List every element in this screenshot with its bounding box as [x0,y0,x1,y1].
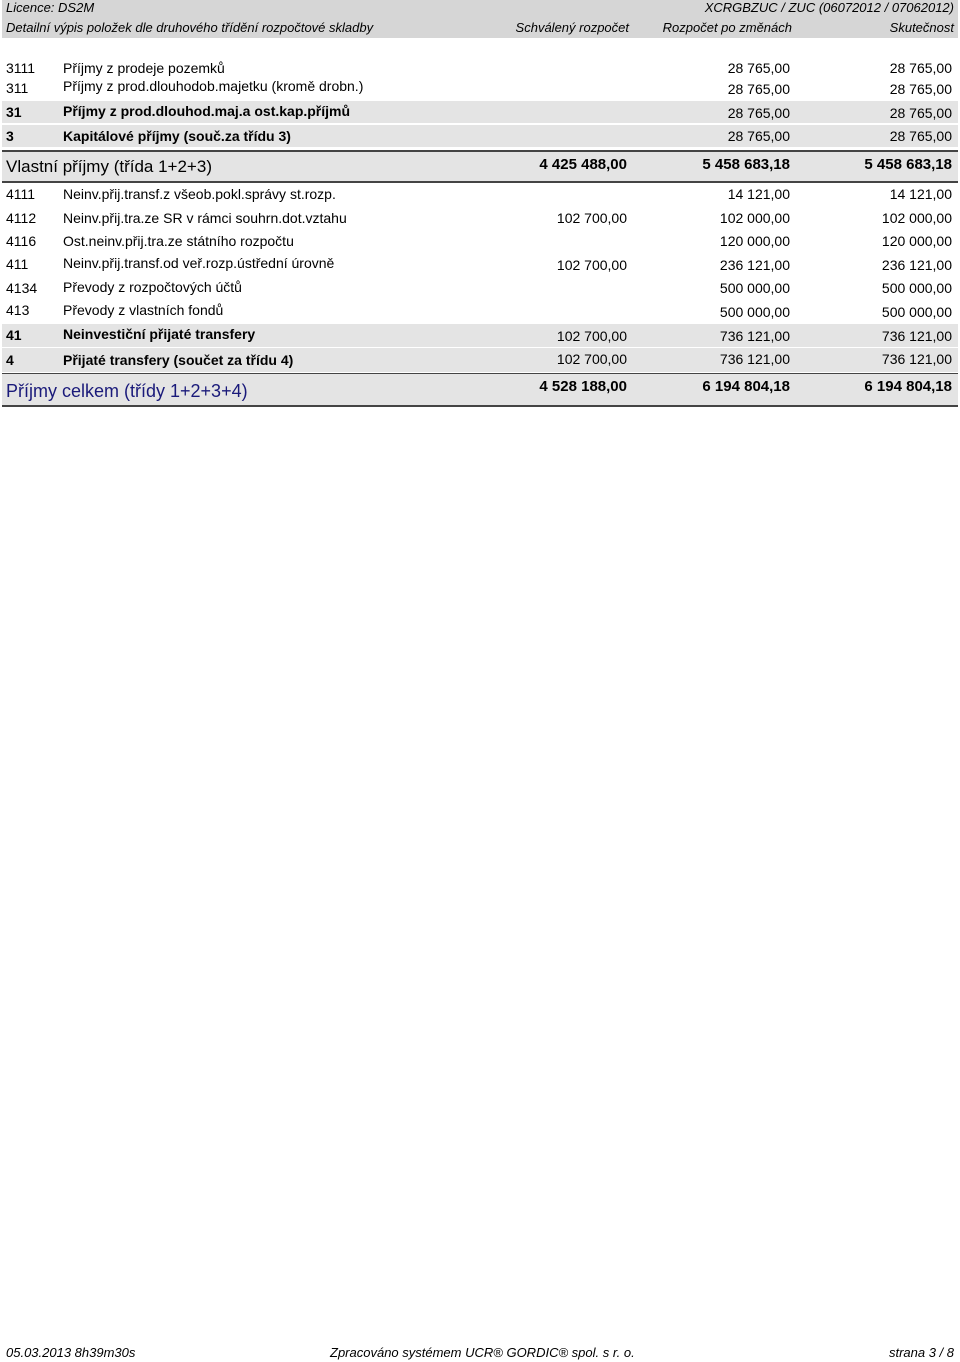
value-actual: 736 121,00 [881,351,952,367]
report-title: Detailní výpis položek dle druhového třídění rozpočtové skladby [6,20,374,35]
value-amended: 6 194 804,18 [702,378,790,395]
footer-page-number: strana 3 / 8 [888,1345,954,1360]
value-actual: 28 765,00 [889,60,952,76]
value-actual: 14 121,00 [889,186,952,202]
value-amended: 28 765,00 [727,105,790,121]
value-amended: 500 000,00 [719,280,790,296]
value-amended: 14 121,00 [727,186,790,202]
row-name: Neinv.přij.transf.z všeob.pokl.správy st.rozp. [63,186,336,202]
row-name: Převody z rozpočtových účtů [63,279,242,295]
row-name: Kapitálové příjmy (souč.za třídu 3) [63,128,291,144]
table-row [2,302,958,324]
footer-datetime: 05.03.2013 8h39m30s [6,1345,136,1360]
value-amended: 500 000,00 [719,304,790,320]
value-approved: 4 528 188,00 [539,378,627,395]
table-row [2,185,958,207]
value-amended: 120 000,00 [719,233,790,249]
row-name: Přijaté transfery (součet za třídu 4) [63,352,294,368]
row-name: Převody z vlastních fondů [63,302,224,318]
value-actual: 120 000,00 [881,233,952,249]
row-code: 31 [6,104,22,120]
row-code: 311 [6,80,29,96]
value-amended: 5 458 683,18 [702,156,790,173]
row-code: 4134 [6,280,38,296]
footer-system: Zpracováno systémem UCR® GORDIC® spol. s r. o. [330,1345,635,1360]
row-code: 4111 [6,186,36,202]
row-name: Příjmy z prodeje pozemků [63,60,225,76]
row-name: Neinv.přij.tra.ze SR v rámci souhrn.dot.vztahu [63,210,347,226]
table-row [2,209,958,231]
value-approved: 102 700,00 [556,210,627,226]
row-name: Ost.neinv.přij.tra.ze státního rozpočtu [63,233,294,249]
value-amended: 102 000,00 [719,210,790,226]
value-actual: 736 121,00 [881,328,952,344]
table-row-subtotal [2,348,958,372]
table-row [2,279,958,301]
row-code: 4112 [6,210,37,226]
row-name: Neinvestiční přijaté transfery [63,326,256,342]
value-approved: 102 700,00 [556,351,627,367]
value-actual: 236 121,00 [881,257,952,273]
value-amended: 236 121,00 [719,257,790,273]
row-code: 41 [6,327,22,343]
value-amended: 736 121,00 [719,328,790,344]
row-name: Neinv.přij.transf.od veř.rozp.ústřední úrovně [63,255,335,271]
row-code: 3111 [6,60,36,76]
value-actual: 500 000,00 [881,280,952,296]
value-actual: 102 000,00 [881,210,952,226]
row-code: 4 [6,352,14,368]
divider [2,181,958,183]
value-actual: 28 765,00 [889,128,952,144]
value-actual: 6 194 804,18 [864,378,952,395]
licence-label: Licence: DS2M [6,0,95,15]
value-amended: 736 121,00 [719,351,790,367]
row-code: 4116 [6,233,37,249]
value-amended: 28 765,00 [727,81,790,97]
value-actual: 5 458 683,18 [864,156,952,173]
row-code: 411 [6,256,29,272]
value-approved: 102 700,00 [556,257,627,273]
value-actual: 28 765,00 [889,81,952,97]
table-row-subtotal [2,125,958,147]
table-row [2,58,958,80]
row-name: Příjmy z prod.dlouhodob.majetku (kromě drobn.) [63,78,364,94]
row-label: Příjmy celkem (třídy 1+2+3+4) [6,381,248,401]
table-row-grand-total [2,374,958,405]
row-code: 3 [6,128,14,144]
divider [2,405,958,407]
row-code: 413 [6,302,30,318]
value-approved: 4 425 488,00 [539,156,627,173]
document-id: XCRGBZUC / ZUC (06072012 / 07062012) [704,0,954,15]
table-row [2,232,958,254]
table-row-subtotal [2,324,958,347]
table-row-total [2,152,958,181]
table-row [2,80,958,100]
table-row-subtotal [2,101,958,123]
row-name: Příjmy z prod.dlouhod.maj.a ost.kap.příjmů [63,103,351,119]
column-header-actual: Skutečnost [889,20,954,35]
value-amended: 28 765,00 [727,60,790,76]
value-actual: 28 765,00 [889,105,952,121]
table-row [2,255,958,277]
value-actual: 500 000,00 [881,304,952,320]
value-approved: 102 700,00 [556,328,627,344]
column-header-amended: Rozpočet po změnách [662,20,792,35]
row-label: Vlastní příjmy (třída 1+2+3) [6,157,212,176]
value-amended: 28 765,00 [727,128,790,144]
column-header-approved: Schválený rozpočet [515,20,629,35]
